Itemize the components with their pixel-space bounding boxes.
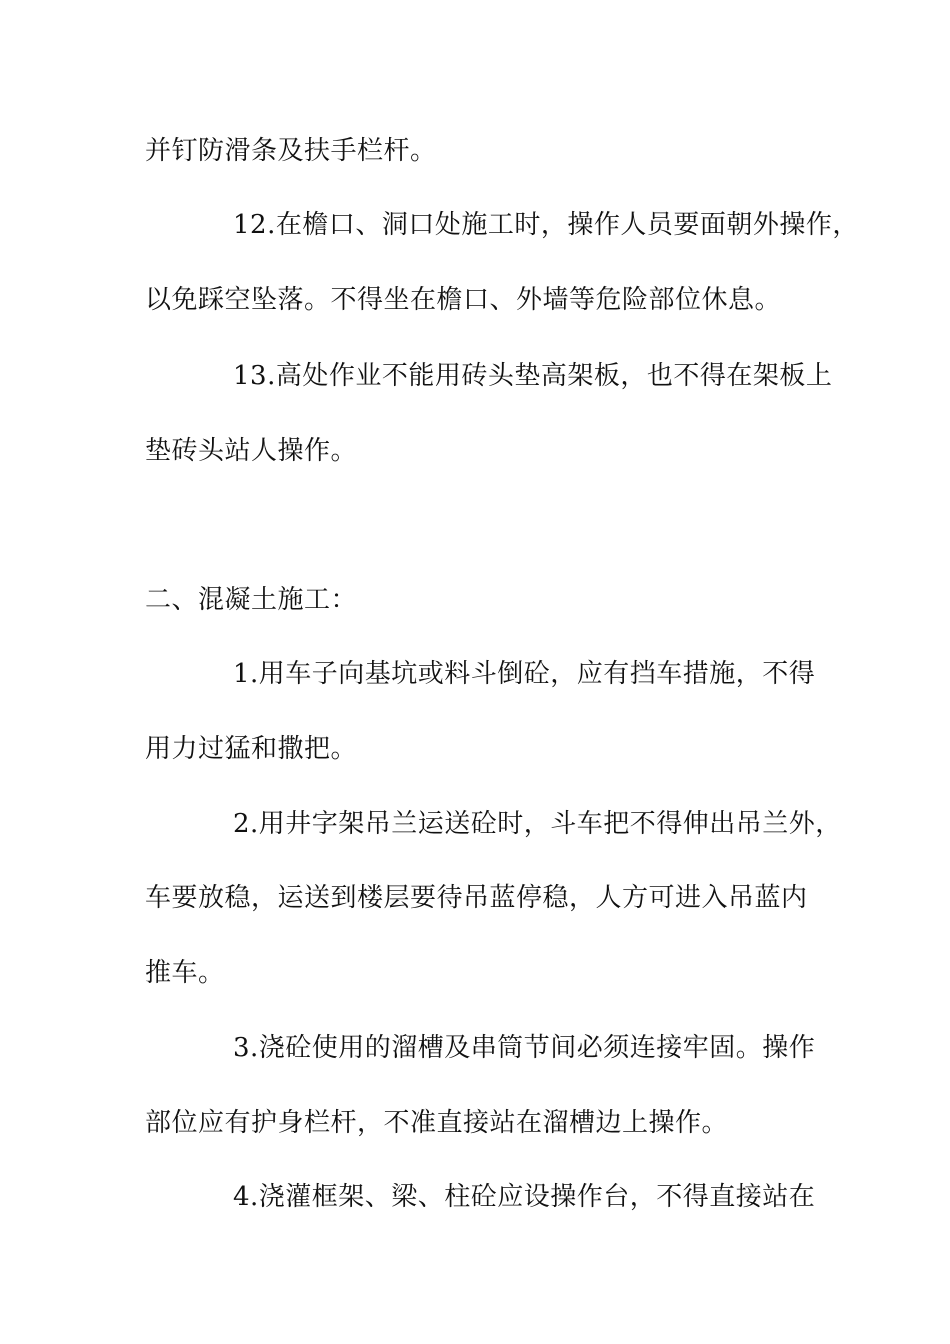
paragraph-line: 车要放稳，运送到楼层要待吊蓝停稳，人方可进入吊蓝内 — [145, 883, 808, 913]
paragraph-line: 垫砖头站人操作。 — [145, 436, 358, 466]
paragraph-line: 用力过猛和撒把。 — [145, 734, 358, 764]
paragraph-line: 并钉防滑条及扶手栏杆。 — [145, 136, 437, 166]
paragraph-line: 4.浇灌框架、梁、柱砼应设操作台，不得直接站在 — [233, 1182, 816, 1212]
section-heading: 二、混凝土施工： — [145, 585, 358, 615]
paragraph-line: 3.浇砼使用的溜槽及串筒节间必须连接牢固。操作 — [233, 1033, 816, 1063]
paragraph-line: 推车。 — [145, 958, 225, 988]
paragraph-line: 部位应有护身栏杆，不准直接站在溜槽边上操作。 — [145, 1108, 729, 1138]
paragraph-line: 13.高处作业不能用砖头垫高架板，也不得在架板上 — [233, 361, 833, 391]
paragraph-line: 12.在檐口、洞口处施工时，操作人员要面朝外操作， — [233, 210, 859, 240]
paragraph-line: 2.用井字架吊兰运送砼时，斗车把不得伸出吊兰外， — [233, 809, 842, 839]
paragraph-line: 以免踩空坠落。不得坐在檐口、外墙等危险部位休息。 — [145, 285, 782, 315]
paragraph-line: 1.用车子向基坑或料斗倒砼，应有挡车措施，不得 — [233, 659, 816, 689]
